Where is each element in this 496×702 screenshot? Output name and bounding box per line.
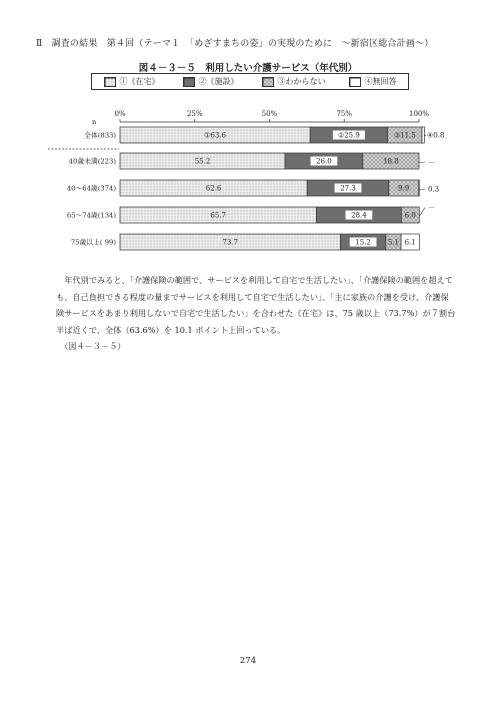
data-label: 73.7 [222,238,238,247]
data-label: 6.1 [404,238,416,247]
data-label: － [428,158,435,167]
data-label: － [428,204,435,212]
leader-line [419,208,425,217]
data-label: 65.7 [210,211,227,220]
figure-title: 図４－３－５ 利用したい介護サービス（年代別） [138,63,358,74]
data-label: 9.9 [398,184,410,193]
category-label: 65～74歳(134) [66,211,116,220]
figure-reference: （図４－３－５） [60,341,126,351]
data-label: 26.0 [316,157,332,166]
data-label: ②25.9 [337,131,360,140]
category-label: 全体(833) [84,131,116,140]
category-label: 40歳未満(223) [68,157,116,166]
data-label: 55.2 [194,157,211,166]
category-label: 75歳以上( 99) [70,238,116,247]
bar-segment-noanswer [422,127,424,143]
n-label: n [92,118,97,126]
data-label: 5.1 [387,238,400,247]
legend-label-facility: ②《施設》 [198,77,239,86]
leader-line [419,189,425,190]
x-tick-label: 100% [408,110,430,118]
bar-segment-noanswer [418,180,419,196]
page-header: Ⅱ 調査の結果 第４回（テーマ１ 「めざすまちの姿」の実現のために ～新宿区総合計画～） [36,39,434,49]
legend-label-unknown: ③わからない [277,77,326,86]
x-tick-label: 25% [186,110,203,118]
data-label: 0.3 [428,185,440,194]
data-label: ①63.6 [204,131,227,140]
data-label: 27.3 [340,184,356,193]
legend-label-home: ①《在宅》 [119,77,160,86]
body-paragraph: 年代別でみると、「介護保険の範囲で、サービスを利用して自宅で生活したい」、「介護保険の範囲を超えても、自己負担できる程度の量までサービスを利用して自宅で生活したい」、「主に家族の介護を受け、介護保険サービスをあまり利用しないで自宅で生活したい」を合わせた《在宅》は、75 歳以上（73.7%）が７割台半ば近くで、全体（63.6%）を 10.1 ポイント上回っている。 [56,275,456,335]
stacked-bar-chart [0,0,496,270]
data-label: 28.4 [351,211,367,220]
x-tick-label: 50% [261,110,278,118]
data-label: ③11.5 [393,131,416,140]
category-label: 40～64歳(374) [66,184,116,193]
data-label: ④0.8 [427,131,445,140]
x-tick-label: 0% [114,110,126,118]
page-number: 274 [239,656,257,666]
data-label: 15.2 [355,238,371,247]
leader-line [419,162,425,163]
x-tick-label: 75% [336,110,353,118]
legend-label-noanswer: ④無回答 [364,77,397,86]
data-label: 6.0 [404,211,416,220]
data-label: 18.8 [383,157,399,166]
data-label: 62.6 [205,184,222,193]
body-text [56,272,456,355]
